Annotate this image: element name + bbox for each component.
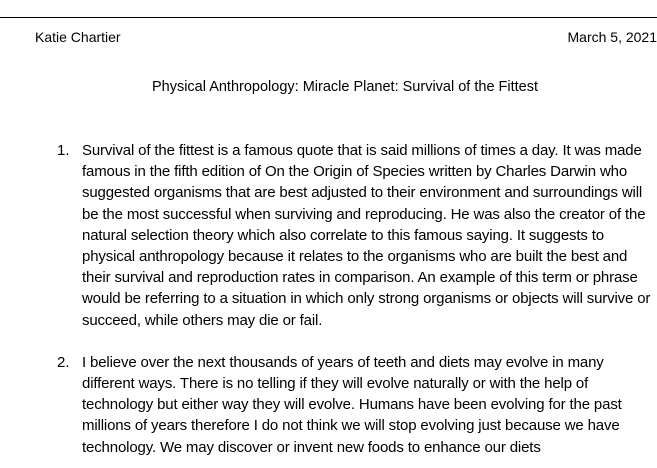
document-date: March 5, 2021 [567,29,657,45]
answer-text: I believe over the next thousands of years of teeth and diets may evolve in many different ways. There is no telling if they will evolve naturally or with the help of technology but either way they will evolve. Humans have been evolving for the past millions of years therefore I do not think we will stop evolving just because we have technology. We may discover or invent new foods to enhance our diets [82,353,622,456]
answer-number: 1. [57,142,70,159]
author-name: Katie Chartier [35,29,121,45]
header-divider [0,17,657,18]
document-title: Physical Anthropology: Miracle Planet: Survival of the Fittest [151,79,539,95]
answer-text: Survival of the fittest is a famous quote that is said millions of times a day. It was made famous in the fifth edition of On the Origin of Species written by Charles Darwin who suggested organisms that are best adjusted to their environment and surroundings will be the most successful when surviving and reproducing. He was also the creator of the natural selection theory which also correlate to this famous saying. It suggests to physical anthropology because it relates to the organisms who are built the best and their survival and reproduction rates in comparison. An example of this term or phrase would be referring to a situation in which only strong organisms or objects will survive or succeed, while others may die or fail. [82,142,651,329]
answer-item-1 [57,140,657,331]
answer-number: 2. [57,353,70,371]
answer-item-2 [57,352,657,458]
answer-list [57,140,657,468]
